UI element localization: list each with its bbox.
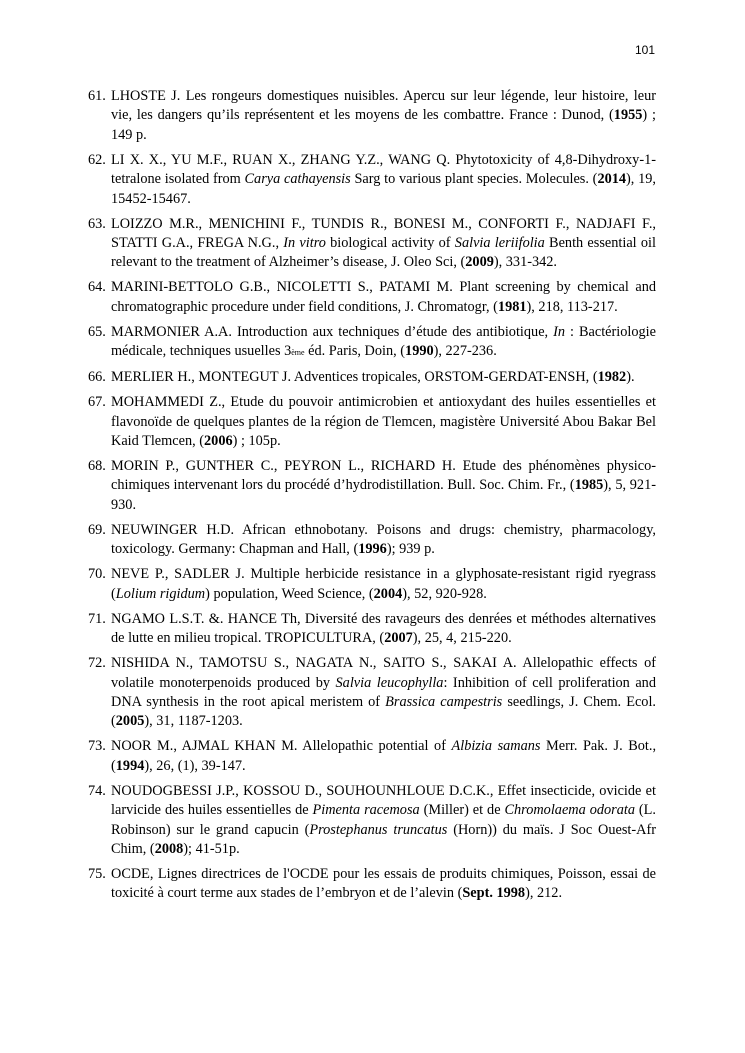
reference-item bbox=[88, 521, 656, 560]
reference-text: (Miller) et de bbox=[419, 802, 505, 819]
reference-item bbox=[88, 393, 656, 451]
reference-text: ); 939 p. bbox=[386, 541, 435, 558]
reference-text: éd. Paris, Doin, ( bbox=[304, 343, 406, 360]
reference-text: Benth essential oil relevant to the treatment of Alzheimer’s disease, J. Oleo Sci, ( bbox=[111, 235, 656, 271]
reference-number: 65. bbox=[88, 323, 106, 340]
reference-year: 1994 bbox=[115, 757, 145, 774]
reference-year: 2005 bbox=[115, 713, 145, 730]
reference-text: NOOR M., AJMAL KHAN M. Allelopathic potential of bbox=[111, 738, 452, 755]
reference-text: NOUDOGBESSI J.P., KOSSOU D., SOUHOUNHLOUE D.C.K., Effet insecticide, ovicide et larvicide des huiles essentielles de bbox=[111, 782, 656, 819]
reference-number: 67. bbox=[88, 394, 106, 411]
reference-text: MARINI-BETTOLO G.B., NICOLETTI S., PATAMI M. Plant screening by chemical and chromatographic procedure under field conditions, J. Chromatogr, ( bbox=[111, 279, 656, 315]
reference-number: 63. bbox=[88, 215, 106, 232]
reference-text: Sarg to various plant species. Molecules. ( bbox=[350, 171, 598, 188]
reference-year: 2014 bbox=[597, 171, 627, 188]
reference-number: 64. bbox=[88, 279, 106, 296]
reference-text: ); 41-51p. bbox=[183, 840, 240, 857]
reference-item bbox=[88, 610, 656, 649]
species-name: Prostephanus truncatus bbox=[309, 821, 448, 838]
reference-text: ) ; 105p. bbox=[232, 433, 281, 450]
reference-text: seedlings, J. Chem. Ecol. ( bbox=[111, 693, 656, 730]
reference-text: ), 5, 921-930. bbox=[111, 477, 656, 513]
reference-item bbox=[88, 654, 656, 732]
reference-year: 2007 bbox=[384, 630, 413, 647]
reference-text: ), 227-236. bbox=[433, 343, 497, 360]
reference-text: OCDE, Lignes directrices de l'OCDE pour les essais de produits chimiques, Poisson, essai de toxicité à court terme aux stades de l’embryon et de l’alevin ( bbox=[111, 865, 656, 902]
reference-text: ), 31, 1187-1203. bbox=[144, 713, 243, 730]
reference-text: MERLIER H., MONTEGUT J. Adventices tropicales, ORSTOM-GERDAT-ENSH, ( bbox=[111, 369, 598, 386]
reference-year: Sept. 1998 bbox=[462, 885, 526, 902]
species-name: In vitro bbox=[283, 235, 326, 252]
reference-year: 2009 bbox=[465, 254, 494, 271]
reference-text: ), 331-342. bbox=[493, 254, 558, 271]
reference-item bbox=[88, 565, 656, 604]
reference-text: MORIN P., GUNTHER C., PEYRON L., RICHARD H. Etude des phénomènes physico-chimiques intervenant lors du procédé d’hydrodistillation. Bull. Soc. Chim. Fr., ( bbox=[111, 458, 656, 494]
species-name: Salvia leucophylla bbox=[335, 674, 444, 691]
reference-number: 72. bbox=[88, 655, 106, 672]
reference-year: 1955 bbox=[613, 107, 643, 124]
reference-item bbox=[88, 457, 656, 515]
species-name: Salvia leriifolia bbox=[454, 235, 545, 252]
reference-text: : Inhibition of cell proliferation and DNA synthesis in the root apical meristem of bbox=[111, 674, 656, 710]
species-name: Pimenta racemosa bbox=[312, 802, 420, 819]
reference-text: ) population, Weed Science, ( bbox=[205, 585, 374, 602]
species-name: Lolium rigidum bbox=[115, 585, 206, 602]
reference-text: MARMONIER A.A. Introduction aux techniques d’étude des antibiotique, bbox=[111, 323, 554, 340]
reference-text: biological activity of bbox=[325, 235, 455, 252]
reference-number: 66. bbox=[88, 369, 106, 386]
reference-text: ), 26, (1), 39-147. bbox=[144, 757, 246, 774]
reference-number: 69. bbox=[88, 521, 106, 538]
reference-text: Merr. Pak. J. Bot., ( bbox=[111, 738, 657, 774]
reference-number: 71. bbox=[88, 610, 106, 627]
reference-year: 1985 bbox=[574, 477, 604, 494]
reference-list bbox=[88, 87, 656, 909]
reference-text: NGAMO L.S.T. &. HANCE Th, Diversité des ravageurs des denrées et méthodes alternatives de lutte en milieu tropical. TROPICULTURA, ( bbox=[111, 610, 656, 647]
species-name: Albizia samans bbox=[451, 738, 541, 755]
reference-year: 2008 bbox=[154, 840, 184, 857]
reference-number: 75. bbox=[88, 865, 106, 882]
reference-text: ) ; 149 p. bbox=[111, 107, 656, 143]
reference-year: 2004 bbox=[373, 585, 403, 602]
reference-text: : Bactériologie médicale, techniques usuelles 3 bbox=[111, 323, 656, 360]
reference-text: ). bbox=[626, 369, 635, 386]
reference-item bbox=[88, 151, 656, 209]
reference-number: 73. bbox=[88, 738, 106, 755]
reference-item bbox=[88, 782, 656, 860]
reference-number: 62. bbox=[88, 151, 106, 168]
reference-item bbox=[88, 865, 656, 904]
reference-number: 68. bbox=[88, 458, 106, 475]
reference-item bbox=[88, 87, 656, 145]
reference-text: ), 52, 920-928. bbox=[402, 585, 487, 602]
reference-year: 1996 bbox=[358, 541, 387, 558]
reference-item bbox=[88, 737, 656, 776]
species-name: In bbox=[553, 323, 566, 340]
reference-text: MOHAMMEDI Z., Etude du pouvoir antimicrobien et antioxydant des huiles essentielles et flavonoïde de quelques plantes de la région de Tlemcen, magistère Université Abou Bakar Bel Kaid Tlemcen, ( bbox=[111, 394, 656, 450]
reference-item bbox=[88, 215, 656, 273]
reference-text: LI X. X., YU M.F., RUAN X., ZHANG Y.Z., WANG Q. Phytotoxicity of 4,8-Dihydroxy-1-tetralone isolated from bbox=[111, 151, 656, 188]
reference-text: ), 212. bbox=[525, 885, 563, 902]
reference-item bbox=[88, 323, 656, 363]
reference-text: ), 19, 15452-15467. bbox=[111, 171, 657, 207]
reference-text: NISHIDA N., TAMOTSU S., NAGATA N., SAITO S., SAKAI A. Allelopathic effects of volatile monoterpenoids produced by bbox=[111, 655, 656, 691]
species-name: Chromolaema odorata bbox=[504, 802, 635, 819]
reference-year: 1990 bbox=[405, 343, 434, 360]
species-name: Brassica campestris bbox=[385, 693, 503, 710]
ordinal-suffix: ème bbox=[291, 348, 305, 358]
reference-number: 61. bbox=[88, 88, 106, 104]
reference-text: LOIZZO M.R., MENICHINI F., TUNDIS R., BONESI M., CONFORTI F., NADJAFI F., STATTI G.A., FREGA N.G., bbox=[111, 215, 656, 252]
reference-year: 2006 bbox=[204, 433, 233, 450]
reference-text: NEVE P., SADLER J. Multiple herbicide resistance in a glyphosate-resistant rigid ryegrass ( bbox=[111, 566, 656, 602]
reference-item bbox=[88, 278, 656, 317]
reference-item bbox=[88, 368, 656, 387]
reference-number: 70. bbox=[88, 566, 106, 583]
reference-year: 1982 bbox=[597, 369, 627, 386]
reference-text: (L. Robinson) sur le grand capucin ( bbox=[111, 802, 656, 838]
reference-text: ), 218, 113-217. bbox=[526, 298, 618, 315]
reference-year: 1981 bbox=[497, 298, 527, 315]
page-number: 101 bbox=[634, 43, 655, 57]
reference-text: ), 25, 4, 215-220. bbox=[412, 630, 512, 647]
reference-text: LHOSTE J. Les rongeurs domestiques nuisibles. Apercu sur leur légende, leur histoire, leur vie, les dangers qu’ils représentent et les moyens de les combattre. France : Dunod, ( bbox=[111, 88, 656, 124]
reference-text: (Horn)) du maïs. J Soc Ouest-Afr Chim, ( bbox=[111, 821, 656, 857]
species-name: Carya cathayensis bbox=[244, 171, 351, 188]
reference-text: NEUWINGER H.D. African ethnobotany. Poisons and drugs: chemistry, pharmacology, toxicology. Germany: Chapman and Hall, ( bbox=[111, 521, 656, 558]
reference-number: 74. bbox=[88, 782, 106, 799]
